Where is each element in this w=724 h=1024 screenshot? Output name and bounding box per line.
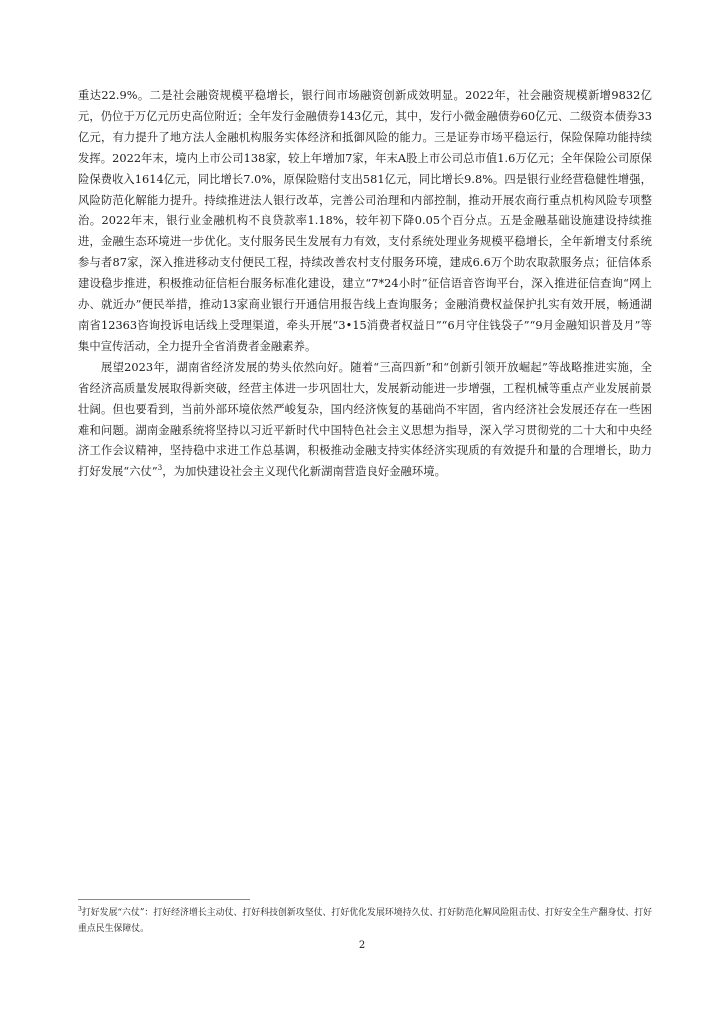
paragraph-financial-review: 重达22.9%。二是社会融资规模平稳增长，银行间市场融资创新成效明显。2022年，社会融资规模新增9832亿元，仍位于万亿元历史高位附近；全年发行金融债券143亿元，其中，发行小微金融债券60亿元、二级资本债券33亿元，有力提升了地方法人金融机构服务实体经济和抵御风险的能力。三是证券市场平稳运行，保险保障功能持续发挥。2022年末，境内上市公司138家，较上年增加7家，年末A股上市公司总市值1.6万亿元；全年保险公司原保险保费收入1614亿元，同比增长7.0%，原保险赔付支出581亿元，同比增长9.8%。四是银行业经营稳健性增强，风险防范化解能力提升。持续推进法人银行改革，完善公司治理和内部控制，推动开展农商行重点机构风险专项整治。2022年末，银行业金融机构不良贷款率1.18%，较年初下降0.05个百分点。五是金融基础设施建设持续推进，金融生态环境进一步优化。支付服务民生发展有力有效，支付系统处理业务规模平稳增长，全年新增支付系统参与者87家，深入推进移动支付便民工程，持续改善农村支付服务环境，建成6.6万个助农取款服务点；征信体系建设稳步推进，积极推动征信柜台服务标准化建设，建立“7*24小时”征信语音咨询平台，深入推进征信查询“网上办、就近办”便民举措，推动13家商业银行开通信用报告线上查询服务；金融消费权益保护扎实有效开展，畅通湖南省12363咨询投诉电话线上受理渠道，牵头开展“3•15消费者权益日”“6月守住钱袋子”“9月金融知识普及月”等集中宣传活动，全力提升全省消费者金融素养。 — [78, 89, 652, 353]
footnote — [78, 906, 652, 937]
paragraph-outlook-2023 — [78, 358, 652, 483]
footnote-reference[interactable]: 3 — [157, 464, 163, 473]
footnote-divider — [78, 899, 250, 900]
paragraph-outlook-text-end: ，为加快建设社会主义现代化新湖南营造良好金融环境。 — [162, 465, 446, 479]
paragraph-outlook-text: 展望2023年，湖南省经济发展的势头依然向好。随着“三高四新”和“创新引领开放崛起”等战略推进实施，全省经济高质量发展取得新突破，经营主体进一步巩固壮大，发展新动能进一步增强，工程机械等重点产业发展前景壮阔。但也要看到，当前外部环境依然严峻复杂，国内经济恢复的基础尚不牢固，省内经济社会发展还存在一些困难和问题。湖南金融系统将坚持以习近平新时代中国特色社会主义思想为指导，深入学习贯彻党的二十大和中央经济工作会议精神，坚持稳中求进工作总基调，积极推动金融支持实体经济实现质的有效提升和量的合理增长，助力打好发展“六仗” — [78, 360, 652, 479]
footnote-text: 打好发展“六仗”：打好经济增长主动仗、打好科技创新攻坚仗、打好优化发展环境持久仗、打好防范化解风险阻击仗、打好安全生产翻身仗、打好重点民生保障仗。 — [78, 908, 652, 934]
footnote-marker: 3 — [78, 906, 82, 914]
body-text — [78, 86, 652, 483]
page-number: 2 — [358, 940, 366, 951]
